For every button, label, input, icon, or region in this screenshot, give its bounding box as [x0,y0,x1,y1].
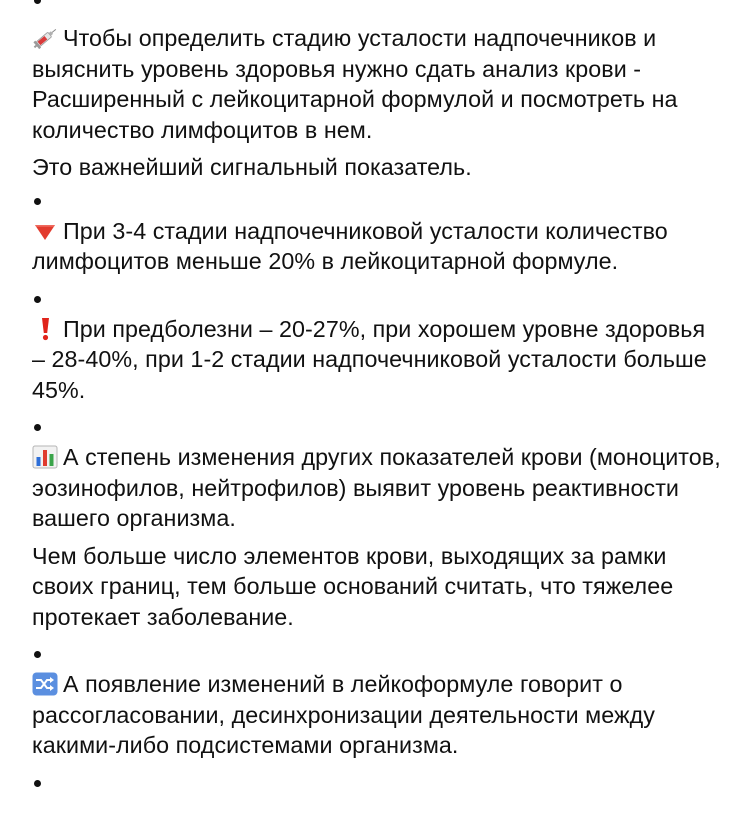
bullet-separator [32,193,722,209]
paragraph-text: Это важнейший сигнальный показатель. [32,154,472,180]
paragraph-adrenal-fatigue-test [32,23,722,183]
bullet-separator [32,291,722,307]
paragraph-text: А появление изменений в лейкоформуле говорит о рассогласовании, десинхронизации деятельности между какими-либо подсистемами организма. [32,671,655,758]
paragraph-desynchronization [32,669,722,761]
paragraph-text: Чем больше число элементов крови, выходящих за рамки своих границ, тем больше оснований считать, что тяжелее протекает заболевание. [32,542,674,630]
red-down-triangle-icon [32,219,59,243]
paragraph-lymphocytes-low [32,216,722,277]
article-body [32,0,722,791]
exclamation-icon [32,317,59,341]
paragraph-health-ranges [32,314,722,406]
paragraph-text: А степень изменения других показателей крови (моноцитов, эозинофилов, нейтрофилов) выявит уровень реактивности вашего организма. [32,444,721,531]
paragraph-text: Чтобы определить стадию усталости надпочечников и выяснить уровень здоровья нужно сдать анализ крови - Расширенный с лейкоцитарной формулой и посмотреть на количество лимфоцитов в нем. [32,25,678,143]
bullet-separator [32,419,722,435]
paragraph-text: При 3-4 стадии надпочечниковой усталости количество лимфоцитов меньше 20% в лейкоцитарной формуле. [32,217,668,274]
bullet-separator [32,775,722,791]
bar-chart-icon [32,445,59,469]
bullet-separator [32,646,722,662]
paragraph-reactivity [32,442,722,632]
paragraph-text: При предболезни – 20-27%, при хорошем уровне здоровья – 28-40%, при 1-2 стадии надпочечниковой усталости больше 45%. [32,315,707,403]
bullet-separator [32,0,722,16]
syringe-icon [32,26,59,50]
shuffle-icon [32,672,59,696]
